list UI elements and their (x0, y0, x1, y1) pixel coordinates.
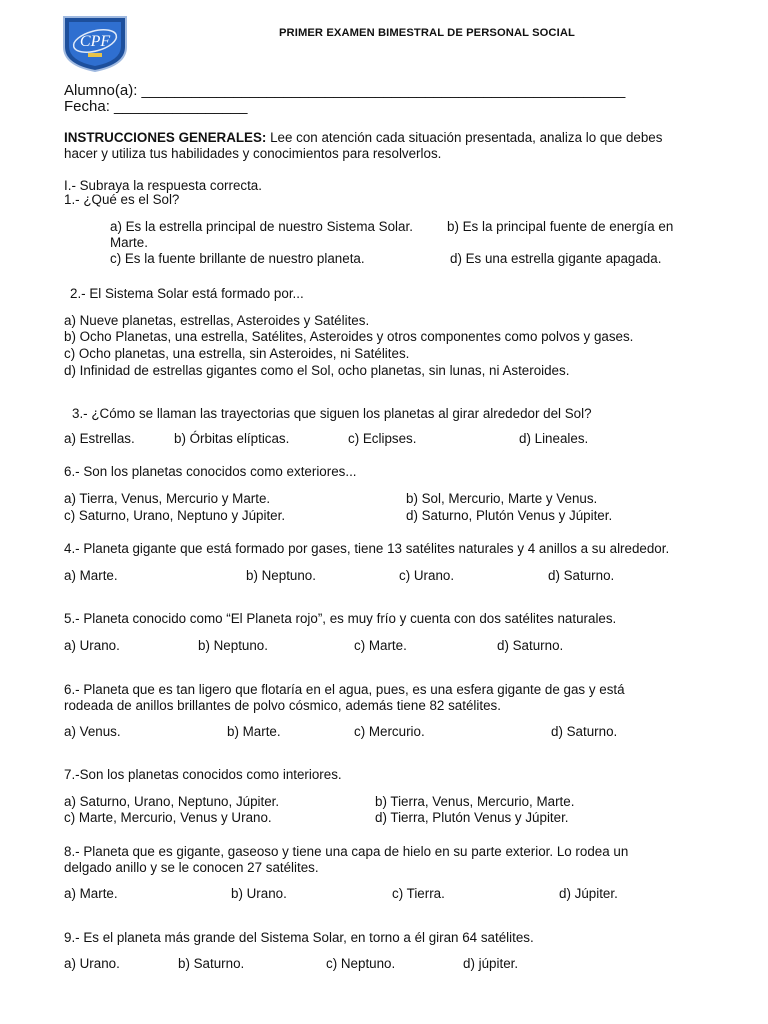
question-6-saturn-line-2: rodeada de anillos brillantes de polvo cósmico, además tiene 82 satélites. (64, 698, 501, 713)
question-6-exteriors: 6.- Son los planetas conocidos como exteriores... (64, 464, 357, 479)
q5-option-b: b) Neptuno. (198, 638, 268, 653)
q6b-option-c: c) Mercurio. (354, 724, 425, 739)
question-6-saturn-line-1: 6.- Planeta que es tan ligero que flotaría en el agua, pues, es una esfera gigante de gas y está (64, 682, 625, 697)
q6a-option-a: a) Tierra, Venus, Mercurio y Marte. (64, 491, 271, 506)
q7-option-b: b) Tierra, Venus, Mercurio, Marte. (375, 794, 575, 809)
q9-option-c: c) Neptuno. (326, 956, 396, 971)
q2-option-a: a) Nueve planetas, estrellas, Asteroides y Satélites. (64, 313, 370, 328)
q4-option-d: d) Saturno. (548, 568, 615, 583)
q8-option-d: d) Júpiter. (559, 886, 618, 901)
q1-option-c: c) Es la fuente brillante de nuestro planeta. (110, 251, 365, 266)
q1-option-b-continued: Marte. (110, 235, 148, 250)
question-8-line-1: 8.- Planeta que es gigante, gaseoso y tiene una capa de hielo en su parte exterior. Lo rodea un (64, 844, 629, 859)
q8-option-c: c) Tierra. (392, 886, 445, 901)
q1-option-d: d) Es una estrella gigante apagada. (450, 251, 662, 266)
q6a-option-d: d) Saturno, Plutón Venus y Júpiter. (406, 508, 613, 523)
q5-option-a: a) Urano. (64, 638, 120, 653)
q3-option-c: c) Eclipses. (348, 431, 417, 446)
q2-option-b: b) Ocho Planetas, una estrella, Satélites, Asteroides y otros componentes como polvos y gases. (64, 329, 634, 344)
question-2: 2.- El Sistema Solar está formado por... (70, 286, 304, 301)
q7-option-c: c) Marte, Mercurio, Venus y Urano. (64, 810, 272, 825)
q9-option-d: d) júpiter. (463, 956, 519, 971)
exam-title: PRIMER EXAMEN BIMESTRAL DE PERSONAL SOCIAL (279, 27, 575, 39)
question-9: 9.- Es el planeta más grande del Sistema Solar, en torno a él giran 64 satélites. (64, 930, 534, 945)
q6a-option-c: c) Saturno, Urano, Neptuno y Júpiter. (64, 508, 286, 523)
date-field: Fecha: ________________ (64, 98, 248, 115)
q1-option-a: a) Es la estrella principal de nuestro Sistema Solar. (110, 219, 413, 234)
q1-option-b: b) Es la principal fuente de energía en (447, 219, 674, 234)
question-7: 7.-Son los planetas conocidos como interiores. (64, 767, 342, 782)
q6b-option-b: b) Marte. (227, 724, 281, 739)
q7-option-d: d) Tierra, Plutón Venus y Júpiter. (375, 810, 569, 825)
question-8-line-2: delgado anillo y se le conocen 27 satélites. (64, 860, 319, 875)
instructions-text-1: Lee con atención cada situación presentada, analiza lo que debes (266, 130, 663, 145)
q2-option-c: c) Ocho planetas, una estrella, sin Asteroides, ni Satélites. (64, 346, 410, 361)
instructions-line-1 (64, 130, 662, 145)
q3-option-d: d) Lineales. (519, 431, 589, 446)
q6a-option-b: b) Sol, Mercurio, Marte y Venus. (406, 491, 598, 506)
q8-option-b: b) Urano. (231, 886, 287, 901)
student-name-field: Alumno(a): __________________________________________________________ (64, 82, 626, 99)
instructions-label: INSTRUCCIONES GENERALES: (64, 130, 267, 145)
q8-option-a: a) Marte. (64, 886, 118, 901)
q5-option-d: d) Saturno. (497, 638, 564, 653)
logo-text: CPF (79, 33, 111, 50)
question-4: 4.- Planeta gigante que está formado por gases, tiene 13 satélites naturales y 4 anillos a su alrededor. (64, 541, 670, 556)
instructions-text-2: hacer y utiliza tus habilidades y conocimientos para resolverlos. (64, 146, 442, 161)
section-heading: I.- Subraya la respuesta correcta. (64, 178, 262, 193)
q6b-option-d: d) Saturno. (551, 724, 618, 739)
question-5: 5.- Planeta conocido como “El Planeta rojo”, es muy frío y cuenta con dos satélites naturales. (64, 611, 617, 626)
q2-option-d: d) Infinidad de estrellas gigantes como el Sol, ocho planetas, sin lunas, ni Asteroides. (64, 363, 570, 378)
q3-option-b: b) Órbitas elípticas. (174, 431, 290, 446)
question-3: 3.- ¿Cómo se llaman las trayectorias que siguen los planetas al girar alrededor del Sol? (72, 406, 592, 421)
q9-option-a: a) Urano. (64, 956, 120, 971)
school-logo (60, 13, 130, 73)
q5-option-c: c) Marte. (354, 638, 407, 653)
q9-option-b: b) Saturno. (178, 956, 245, 971)
question-1: 1.- ¿Qué es el Sol? (64, 192, 180, 207)
q4-option-c: c) Urano. (399, 568, 455, 583)
q7-option-a: a) Saturno, Urano, Neptuno, Júpiter. (64, 794, 280, 809)
q3-option-a: a) Estrellas. (64, 431, 135, 446)
q4-option-a: a) Marte. (64, 568, 118, 583)
q4-option-b: b) Neptuno. (246, 568, 316, 583)
q6b-option-a: a) Venus. (64, 724, 121, 739)
